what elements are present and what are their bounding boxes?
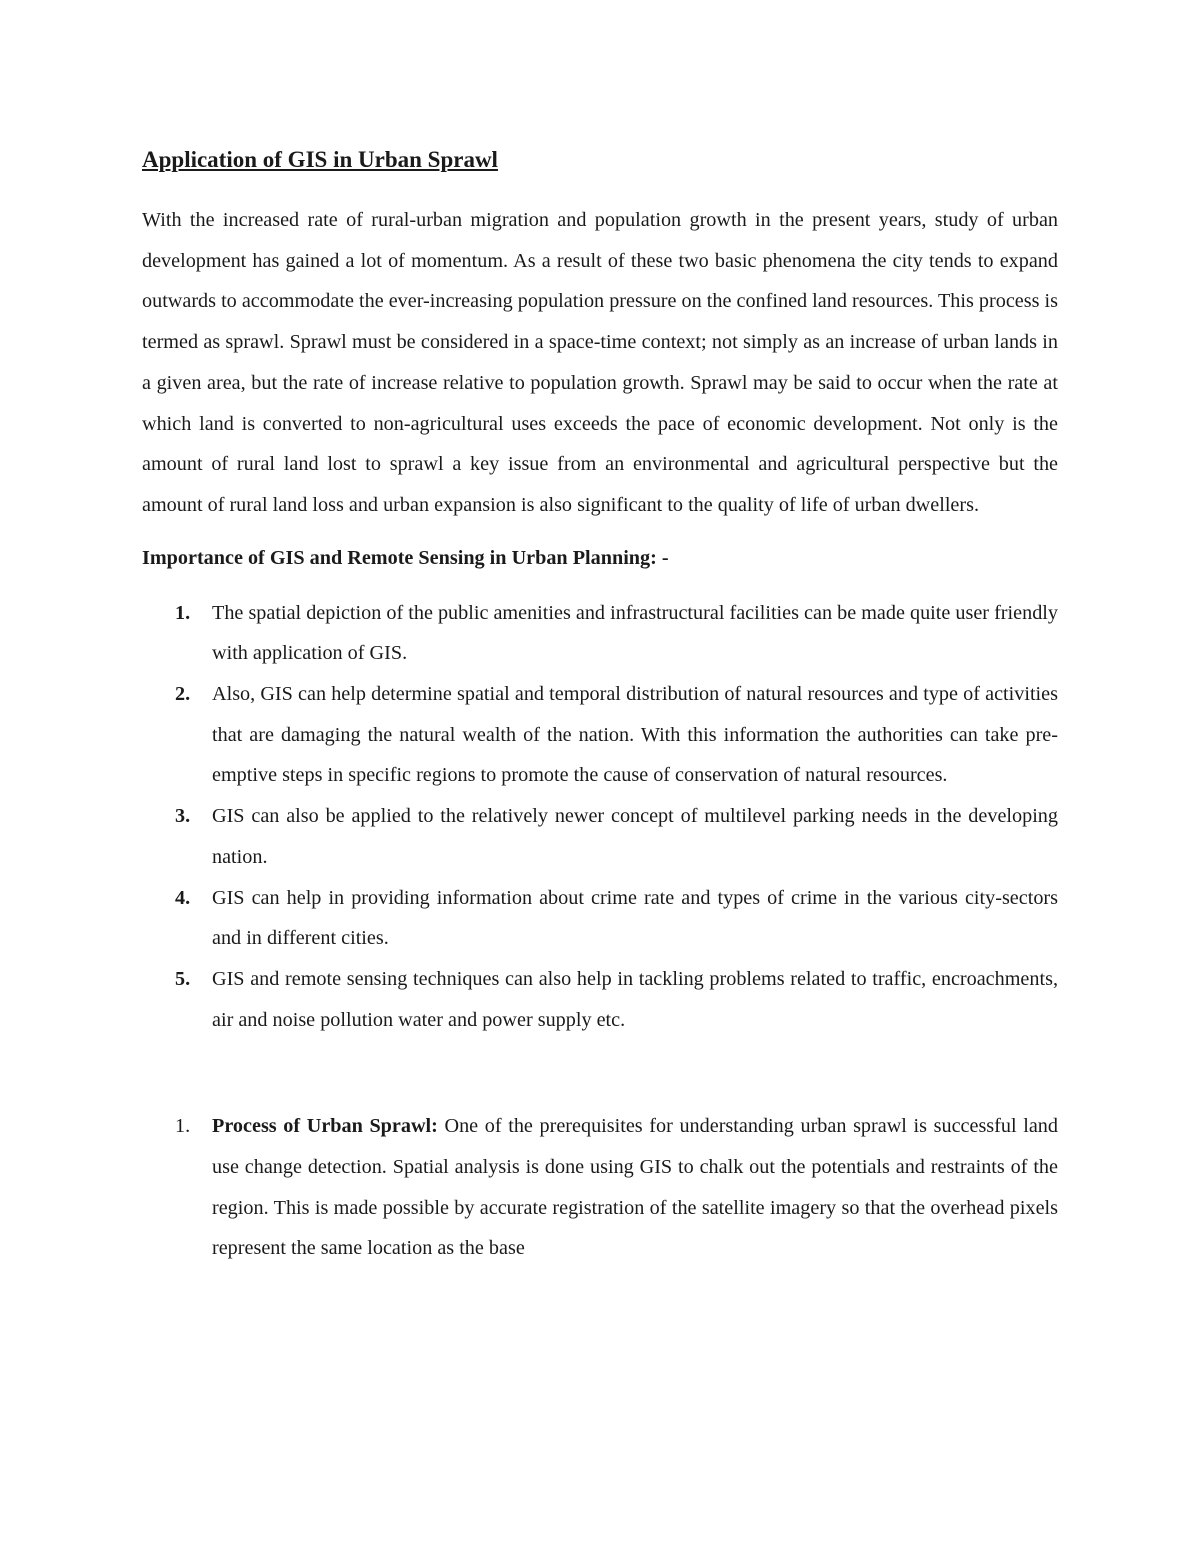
list-item-text: GIS can also be applied to the relatively newer concept of multilevel parking needs in the developing nation. [212, 805, 1058, 868]
list-item-text: Also, GIS can help determine spatial and temporal distribution of natural resources and type of activities that are damaging the natural wealth of the nation. With this information the authorities can take pre-emptive steps in specific regions to promote the cause of conservation of natural resources. [212, 683, 1058, 787]
list-item-text: GIS can help in providing information about crime rate and types of crime in the various city-sectors and in different cities. [212, 886, 1058, 950]
list-item [142, 593, 1058, 674]
list-item-text: One of the prerequisites for understanding urban sprawl is successful land use change detection. Spatial analysis is done using GIS to chalk out the potentials and restraints of the region. This is made possible by accurate registration of the satellite imagery so that the overhead pixels represent the same location as the base [212, 1115, 1058, 1260]
document-title: Application of GIS in Urban Sprawl [142, 147, 498, 172]
list-item-text: GIS and remote sensing techniques can also help in tackling problems related to traffic, encroachments, air and noise pollution water and power supply etc. [212, 967, 1058, 1031]
list-item-number: 4. [175, 886, 191, 909]
list-item-number: 5. [175, 967, 191, 990]
list-item [142, 1106, 1058, 1269]
list-item-number: 2. [175, 683, 191, 706]
list-item [142, 878, 1058, 959]
list-item [142, 674, 1058, 796]
list-item [142, 959, 1058, 1040]
list-item-number: 1. [175, 1115, 191, 1138]
section-subheading: Importance of GIS and Remote Sensing in Urban Planning: - [142, 546, 669, 569]
document-page [142, 140, 1058, 1269]
list-item-text: The spatial depiction of the public amenities and infrastructural facilities can be made quite user friendly with application of GIS. [212, 601, 1058, 665]
list-item-number: 1. [175, 601, 191, 624]
list-item-number: 3. [175, 805, 191, 828]
intro-paragraph: With the increased rate of rural-urban migration and population growth in the present years, study of urban development has gained a lot of momentum. As a result of these two basic phenomena the city tends to expand outwards to accommodate the ever-increasing population pressure on the confined land resources. This process is termed as sprawl. Sprawl must be considered in a space-time context; not simply as an increase of urban lands in a given area, but the rate of increase relative to population growth. Sprawl may be said to occur when the rate at which land is converted to non-agricultural uses exceeds the pace of economic development. Not only is the amount of rural land lost to sprawl a key issue from an environmental and agricultural perspective but the amount of rural land loss and urban expansion is also significant to the quality of life of urban dwellers. [142, 209, 1058, 516]
list-item-lead: Process of Urban Sprawl: [212, 1115, 438, 1138]
list-item [142, 796, 1058, 877]
process-list [142, 1106, 1058, 1269]
importance-list [142, 593, 1058, 1041]
